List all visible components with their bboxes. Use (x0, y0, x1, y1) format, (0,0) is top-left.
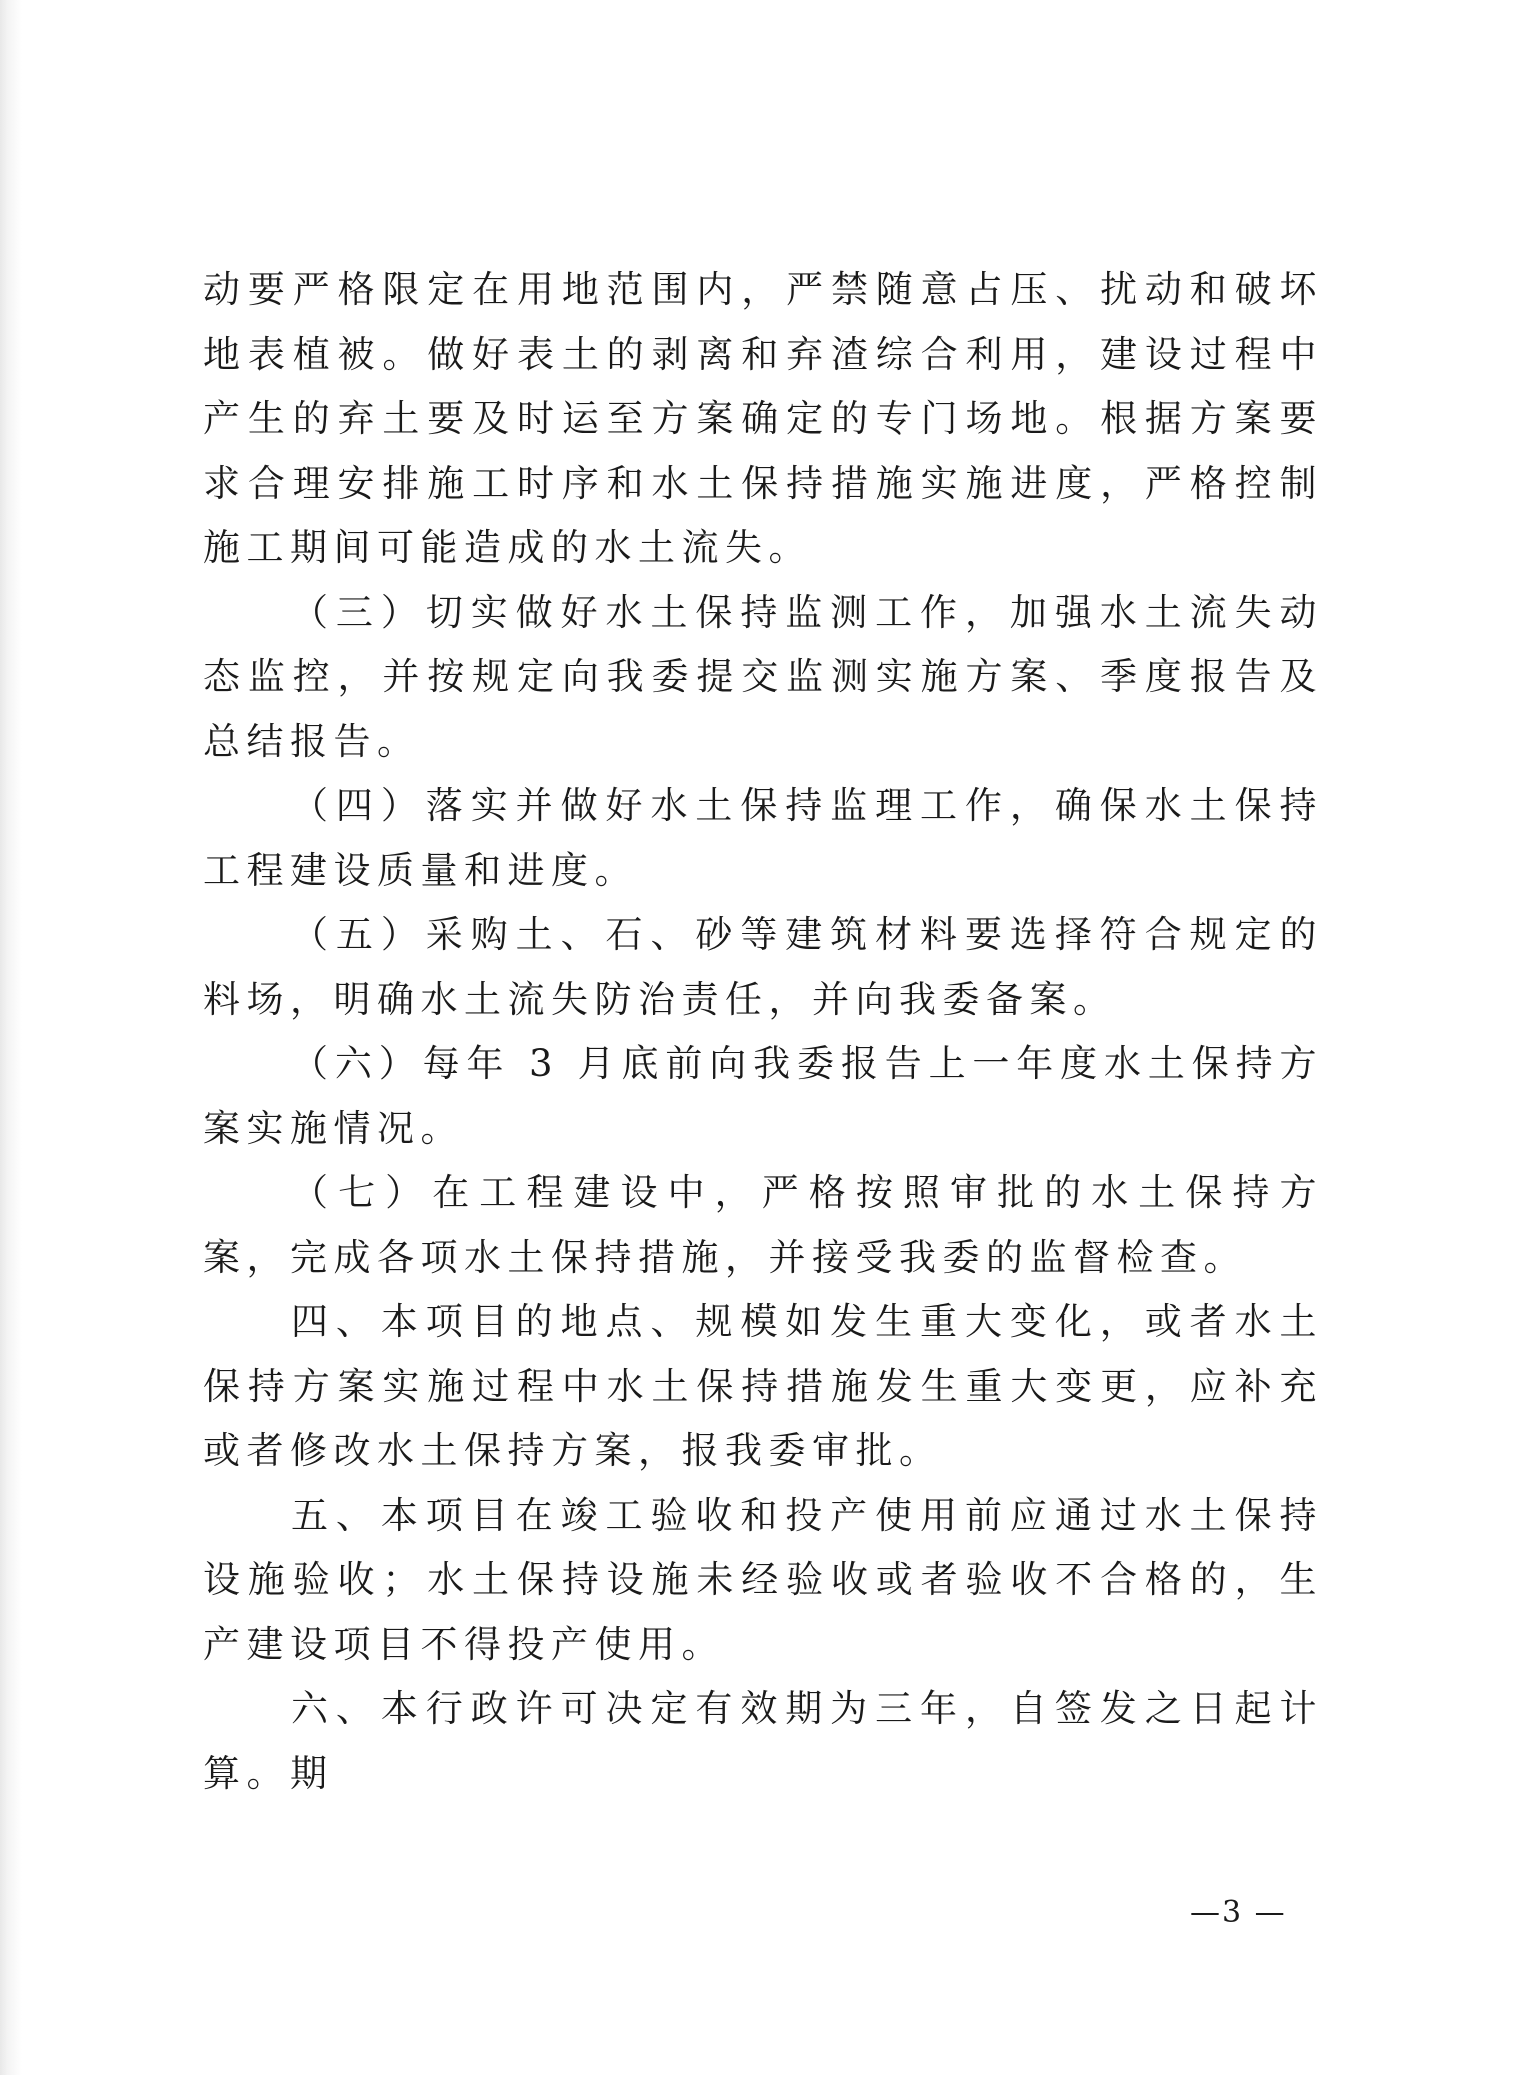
paragraph-section-6: 六、本行政许可决定有效期为三年，自签发之日起计算。期 (203, 1687, 1323, 1795)
paragraph-item-4: （四）落实并做好水土保持监理工作，确保水土保持工程建设质量和进度。 (203, 784, 1323, 892)
document-body (203, 258, 1323, 1806)
paragraph-item-7: （七）在工程建设中，严格按照审批的水土保持方案，完成各项水土保持措施，并接受我委的监督检查。 (203, 1171, 1323, 1279)
paragraph-item-5: （五）采购土、石、砂等建筑材料要选择符合规定的料场，明确水土流失防治责任，并向我委备案。 (203, 913, 1323, 1021)
paragraph-continuation: 动要严格限定在用地范围内，严禁随意占压、扰动和破坏地表植被。做好表土的剥离和弃渣综合利用，建设过程中产生的弃土要及时运至方案确定的专门场地。根据方案要求合理安排施工时序和水土保持措施实施进度，严格控制施工期间可能造成的水土流失。 (203, 268, 1323, 569)
paragraph-item-6: （六）每年 3 月底前向我委报告上一年度水土保持方案实施情况。 (203, 1042, 1323, 1150)
paragraph-section-5: 五、本项目在竣工验收和投产使用前应通过水土保持设施验收；水土保持设施未经验收或者验收不合格的，生产建设项目不得投产使用。 (203, 1493, 1323, 1666)
paragraph-item-3: （三）切实做好水土保持监测工作，加强水土流失动态监控，并按规定向我委提交监测实施方案、季度报告及总结报告。 (203, 590, 1323, 763)
page-number: —3 — (1190, 1895, 1287, 1930)
paragraph-section-4: 四、本项目的地点、规模如发生重大变化，或者水土保持方案实施过程中水土保持措施发生重大变更，应补充或者修改水土保持方案，报我委审批。 (203, 1300, 1323, 1472)
scan-left-edge (0, 0, 22, 2075)
